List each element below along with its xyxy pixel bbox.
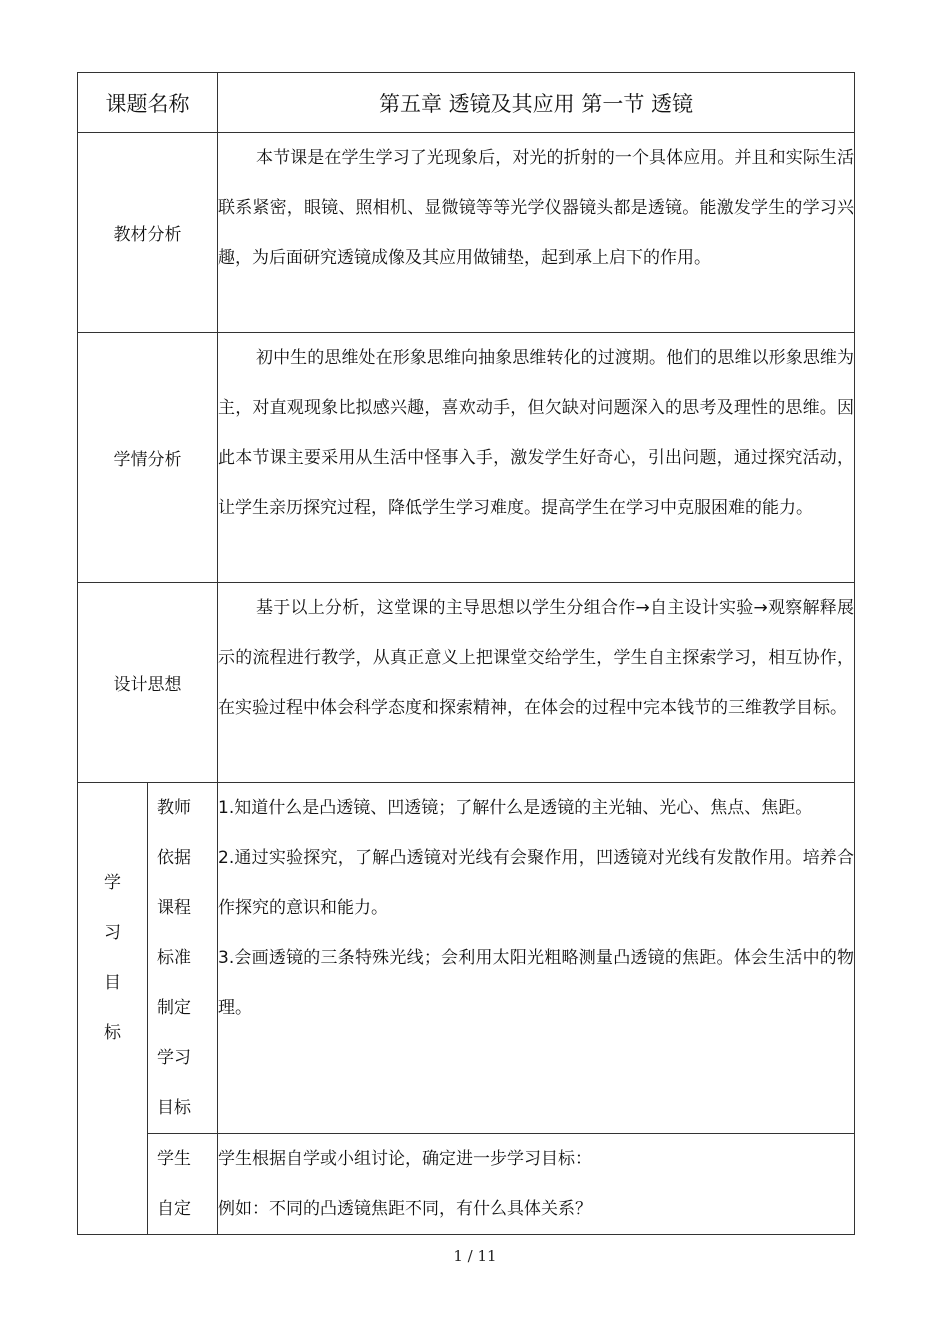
student-objectives-label [148,1134,218,1235]
label-line: 教师 [157,798,191,818]
objectives-label [78,783,148,1235]
title-row [78,73,855,133]
lesson-title: 第五章 透镜及其应用 第一节 透镜 [218,73,855,133]
objective-item: 2.通过实验探究，了解凸透镜对光线有会聚作用，凹透镜对光线有发散作用。培养合作探究的意识和能力。 [218,848,854,918]
section-text: 基于以上分析，这堂课的主导思想以学生分组合作→自主设计实验→观察解释展示的流程进行教学，从真正意义上把课堂交给学生，学生自主探索学习，相互协作，在实验过程中体会科学态度和探索精神，在体会的过程中完本钱节的三维教学目标。 [218,583,855,783]
section-row-students [78,333,855,583]
teacher-objectives-label [148,783,218,1134]
objectives-teacher-row [78,783,855,1134]
title-label: 课题名称 [78,73,218,133]
label-line: 学生 [157,1149,191,1169]
label-line: 课程 [157,898,191,918]
section-label: 学情分析 [78,333,218,583]
section-row-design [78,583,855,783]
section-row-material [78,133,855,333]
objectives-student-row [78,1134,855,1235]
student-objective-line: 例如：不同的凸透镜焦距不同，有什么具体关系？ [218,1199,592,1219]
student-objectives-text [218,1134,855,1235]
objectives-label-char: 学 [104,873,121,893]
section-label: 教材分析 [78,133,218,333]
label-line: 学习 [157,1048,191,1068]
label-line: 自定 [157,1199,191,1219]
label-line: 依据 [157,848,191,868]
label-line: 目标 [157,1098,191,1118]
lesson-plan-table [77,72,855,1235]
student-objective-line: 学生根据自学或小组讨论，确定进一步学习目标： [218,1149,592,1169]
objectives-label-char: 目 [104,973,121,993]
label-line: 标准 [157,948,191,968]
label-line: 制定 [157,998,191,1018]
objective-item: 1.知道什么是凸透镜、凹透镜；了解什么是透镜的主光轴、光心、焦点、焦距。 [218,798,813,818]
section-label: 设计思想 [78,583,218,783]
section-text: 初中生的思维处在形象思维向抽象思维转化的过渡期。他们的思维以形象思维为主，对直观现象比拟感兴趣，喜欢动手，但欠缺对问题深入的思考及理性的思维。因此本节课主要采用从生活中怪事入手，激发学生好奇心，引出问题，通过探究活动，让学生亲历探究过程，降低学生学习难度。提高学生在学习中克服困难的能力。 [218,333,855,583]
section-text: 本节课是在学生学习了光现象后，对光的折射的一个具体应用。并且和实际生活联系紧密，眼镜、照相机、显微镜等等光学仪器镜头都是透镜。能激发学生的学习兴趣，为后面研究透镜成像及其应用做铺垫，起到承上启下的作用。 [218,133,855,333]
objectives-label-char: 标 [104,1023,121,1043]
page-number: 1 / 11 [453,1247,497,1265]
objective-item: 3.会画透镜的三条特殊光线；会利用太阳光粗略测量凸透镜的焦距。体会生活中的物理。 [218,948,854,1018]
teacher-objectives-list [218,783,855,1134]
objectives-label-char: 习 [104,923,121,943]
